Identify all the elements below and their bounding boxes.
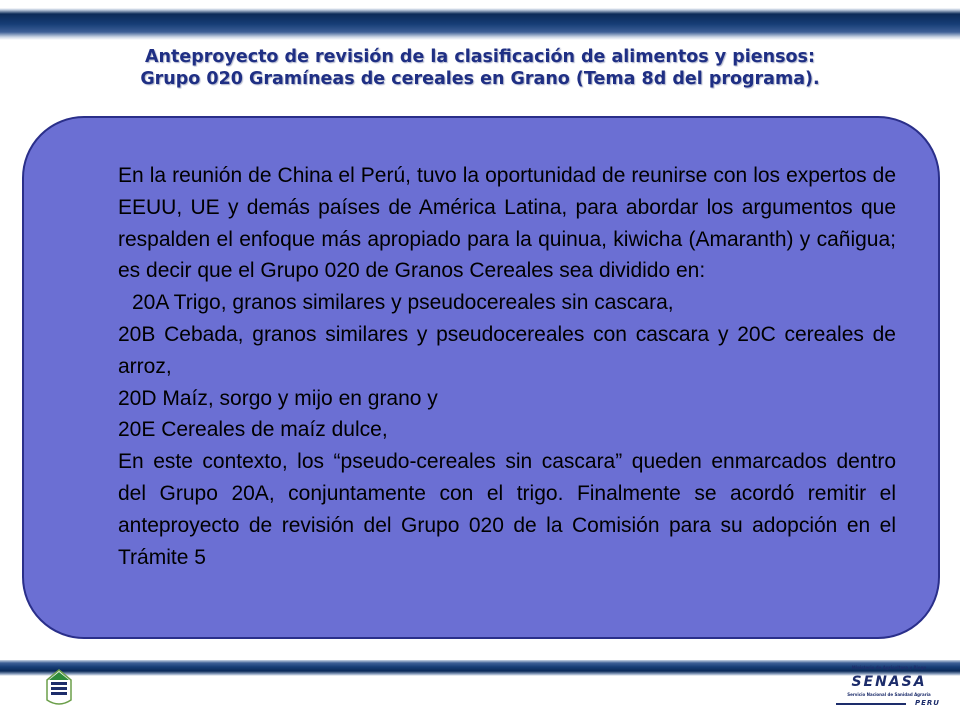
top-decorative-band	[0, 0, 960, 40]
senasa-wordmark: SENASA	[851, 674, 927, 690]
title-line-2: Grupo 020 Gramíneas de cereales en Grano (Tema 8d del programa).	[140, 69, 820, 89]
senasa-country: PERU	[915, 699, 940, 707]
list-item-20e: 20E Cereales de maíz dulce,	[118, 418, 388, 442]
bottom-decorative-band	[0, 660, 960, 676]
content-text	[118, 160, 896, 573]
list-item-20a: 20A Trigo, granos similares y pseudocereales sin cascara,	[132, 291, 674, 315]
slide-title	[20, 46, 940, 90]
senasa-underline	[836, 703, 906, 705]
minagri-logo	[44, 668, 74, 714]
minagri-emblem-icon	[44, 668, 74, 714]
list-item-20b: 20B Cebada, granos similares y pseudocereales con cascara y 20C cereales de arroz,	[118, 322, 896, 378]
senasa-full-name: Servicio Nacional de Sanidad Agraria	[847, 692, 931, 697]
senasa-logo	[830, 666, 948, 714]
intro-paragraph: En la reunión de China el Perú, tuvo la oportunidad de reunirse con los expertos de EEUU, UE y demás países de América Latina, para abordar los argumentos que respalden el enfoque más apropiado para la quinua, kiwicha (Amaranth) y cañigua; es decir que el Grupo 020 de Granos Cereales sea dividido en:	[118, 164, 896, 283]
senasa-country-row	[830, 699, 948, 708]
title-line-1: Anteproyecto de revisión de la clasificación de alimentos y piensos:	[145, 47, 815, 67]
conclusion-paragraph: En este contexto, los “pseudo-cereales sin cascara” queden enmarcados dentro del Grupo 20A, conjuntamente con el trigo. Finalmente se acordó remitir el anteproyecto de revisión del Grupo 020 de la Comisión para su adopción en el Trámite 5	[118, 450, 896, 569]
senasa-ministry-label: Ministerio de Agricultura y Riego	[851, 665, 927, 670]
list-item-20d: 20D Maíz, sorgo y mijo en grano y	[118, 386, 438, 410]
